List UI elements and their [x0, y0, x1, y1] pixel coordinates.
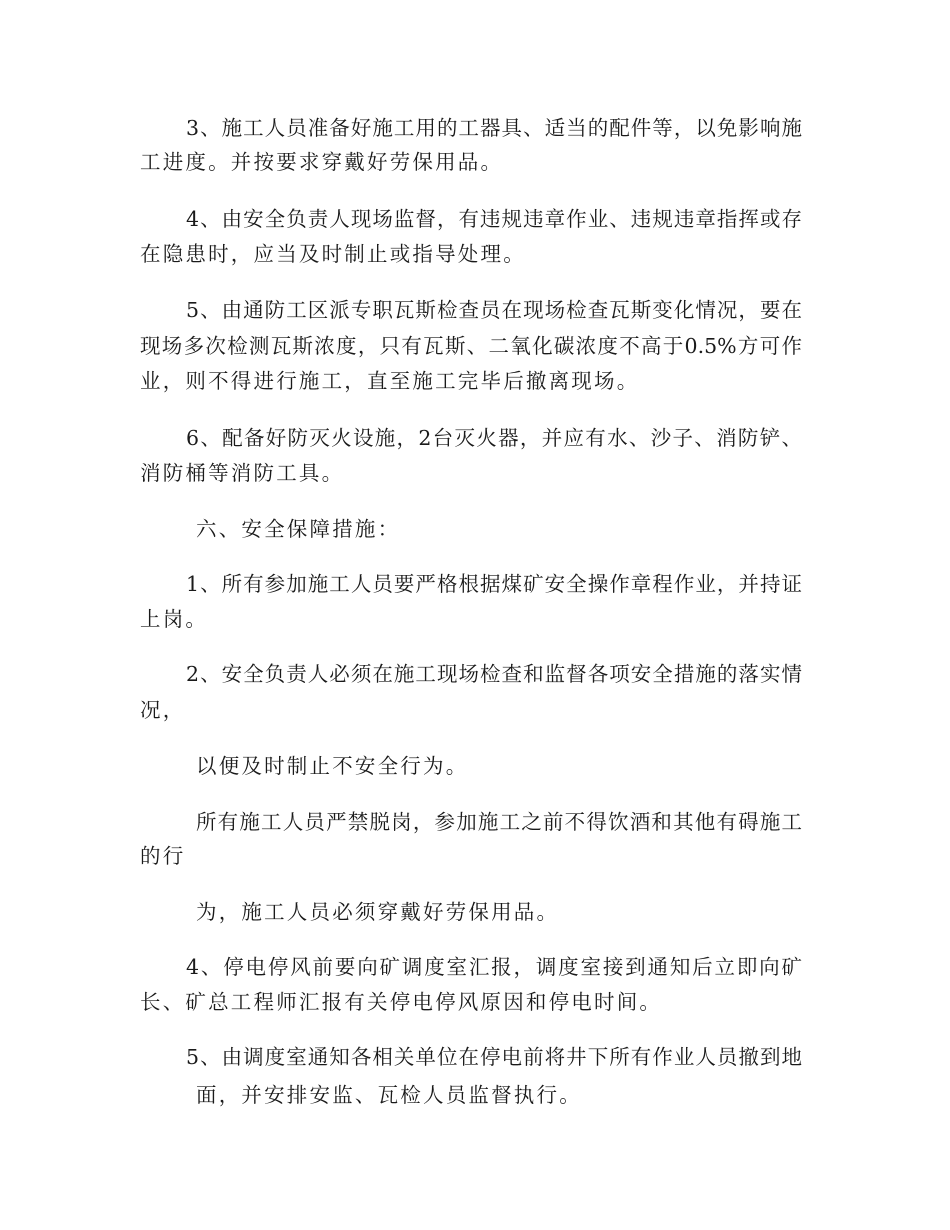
text-line: 的行 — [140, 844, 186, 868]
text-line: 在隐患时，应当及时制止或指导处理。 — [140, 242, 526, 266]
text-line: 上岗。 — [140, 607, 209, 631]
text-line: 以便及时制止不安全行为。 — [196, 754, 469, 778]
text-line: 消防桶等消防工具。 — [140, 461, 345, 485]
text-line: 为，施工人员必须穿戴好劳保用品。 — [196, 900, 560, 924]
text-line: 业，则不得进行施工，直至施工完毕后撤离现场。 — [140, 369, 640, 393]
text-line: 所有施工人员严禁脱岗，参加施工之前不得饮酒和其他有碍施工 — [196, 810, 802, 834]
text-line: 6、配备好防灭火设施，2台灭火器，并应有水、沙子、消防铲、 — [186, 426, 802, 450]
text-line: 5、由调度室通知各相关单位在停电前将井下所有作业人员撤到地 — [186, 1045, 802, 1069]
text-line: 5、由通防工区派专职瓦斯检查员在现场检查瓦斯变化情况，要在 — [186, 298, 802, 322]
text-line: 2、安全负责人必须在施工现场检查和监督各项安全措施的落实情 — [186, 662, 802, 686]
text-line: 现场多次检测瓦斯浓度，只有瓦斯、二氧化碳浓度不高于0.5%方可作 — [140, 334, 802, 358]
text-line: 3、施工人员准备好施工用的工器具、适当的配件等，以免影响施 — [186, 116, 802, 140]
text-line: 工进度。并按要求穿戴好劳保用品。 — [140, 150, 504, 174]
text-line: 况， — [140, 698, 186, 722]
text-line: 长、矿总工程师汇报有关停电停风原因和停电时间。 — [140, 990, 663, 1014]
section-heading: 六、安全保障措施： — [196, 517, 401, 541]
text-line: 1、所有参加施工人员要严格根据煤矿安全操作章程作业，并持证 — [186, 572, 802, 596]
text-line: 4、停电停风前要向矿调度室汇报，调度室接到通知后立即向矿 — [186, 955, 802, 979]
text-line: 4、由安全负责人现场监督，有违规违章作业、违规违章指挥或存 — [186, 207, 802, 231]
text-line: 面，并安排安监、瓦检人员监督执行。 — [196, 1083, 582, 1107]
